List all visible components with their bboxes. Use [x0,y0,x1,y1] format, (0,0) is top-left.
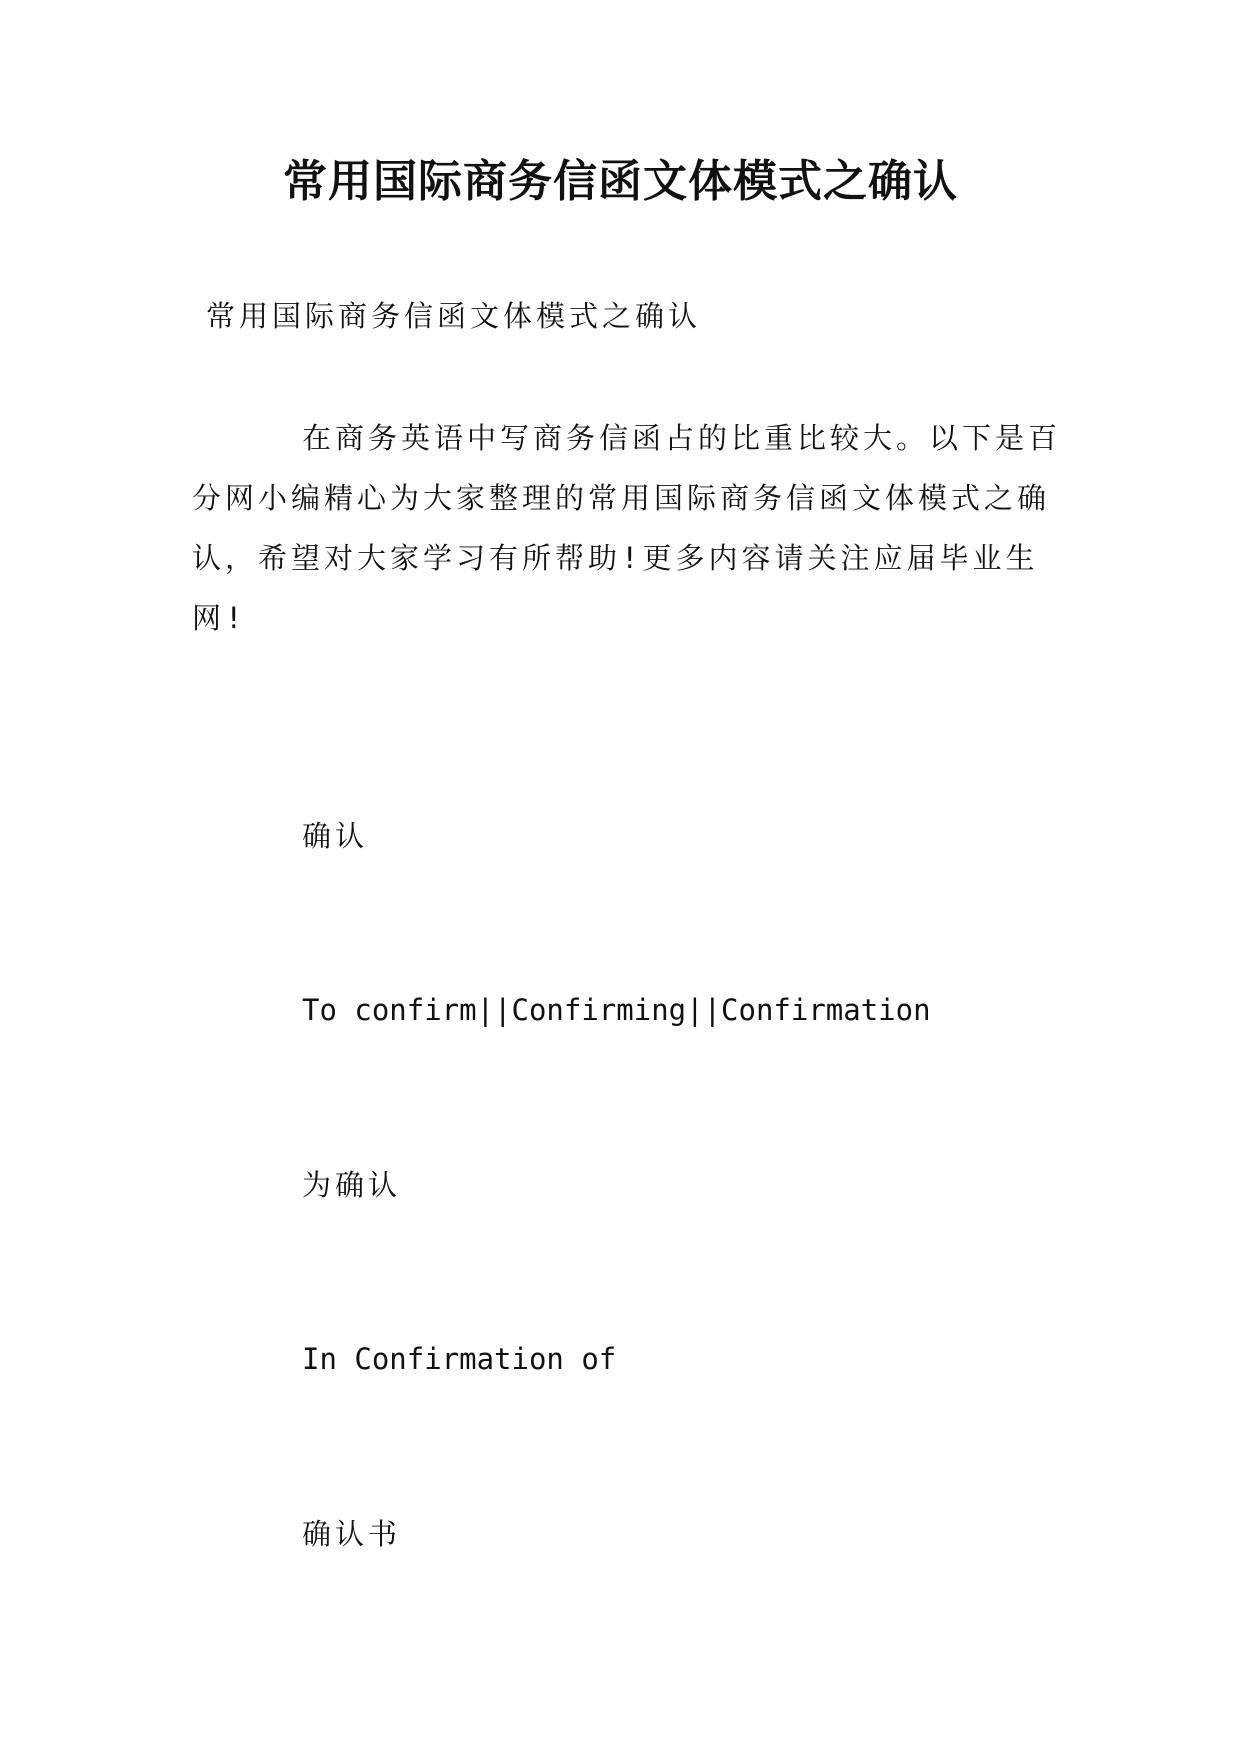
term-line-in-confirmation-cn: 为确认 [302,1168,402,1202]
term-line-confirm-en: To confirm||Confirming||Confirmation [302,993,931,1027]
intro-paragraph: 在商务英语中写商务信函占的比重比较大。以下是百分网小编精心为大家整理的常用国际商务信函文体模式之确认，希望对大家学习有所帮助!更多内容请关注应届毕业生网! [192,421,1062,635]
term-line-in-confirmation-en: In Confirmation of [302,1342,617,1376]
document-subtitle: 常用国际商务信函文体模式之确认 [206,299,702,333]
document-title: 常用国际商务信函文体模式之确认 [283,156,958,207]
term-line-confirm-cn: 确认 [302,819,369,853]
term-line-confirmation-letter-cn: 确认书 [302,1517,402,1551]
